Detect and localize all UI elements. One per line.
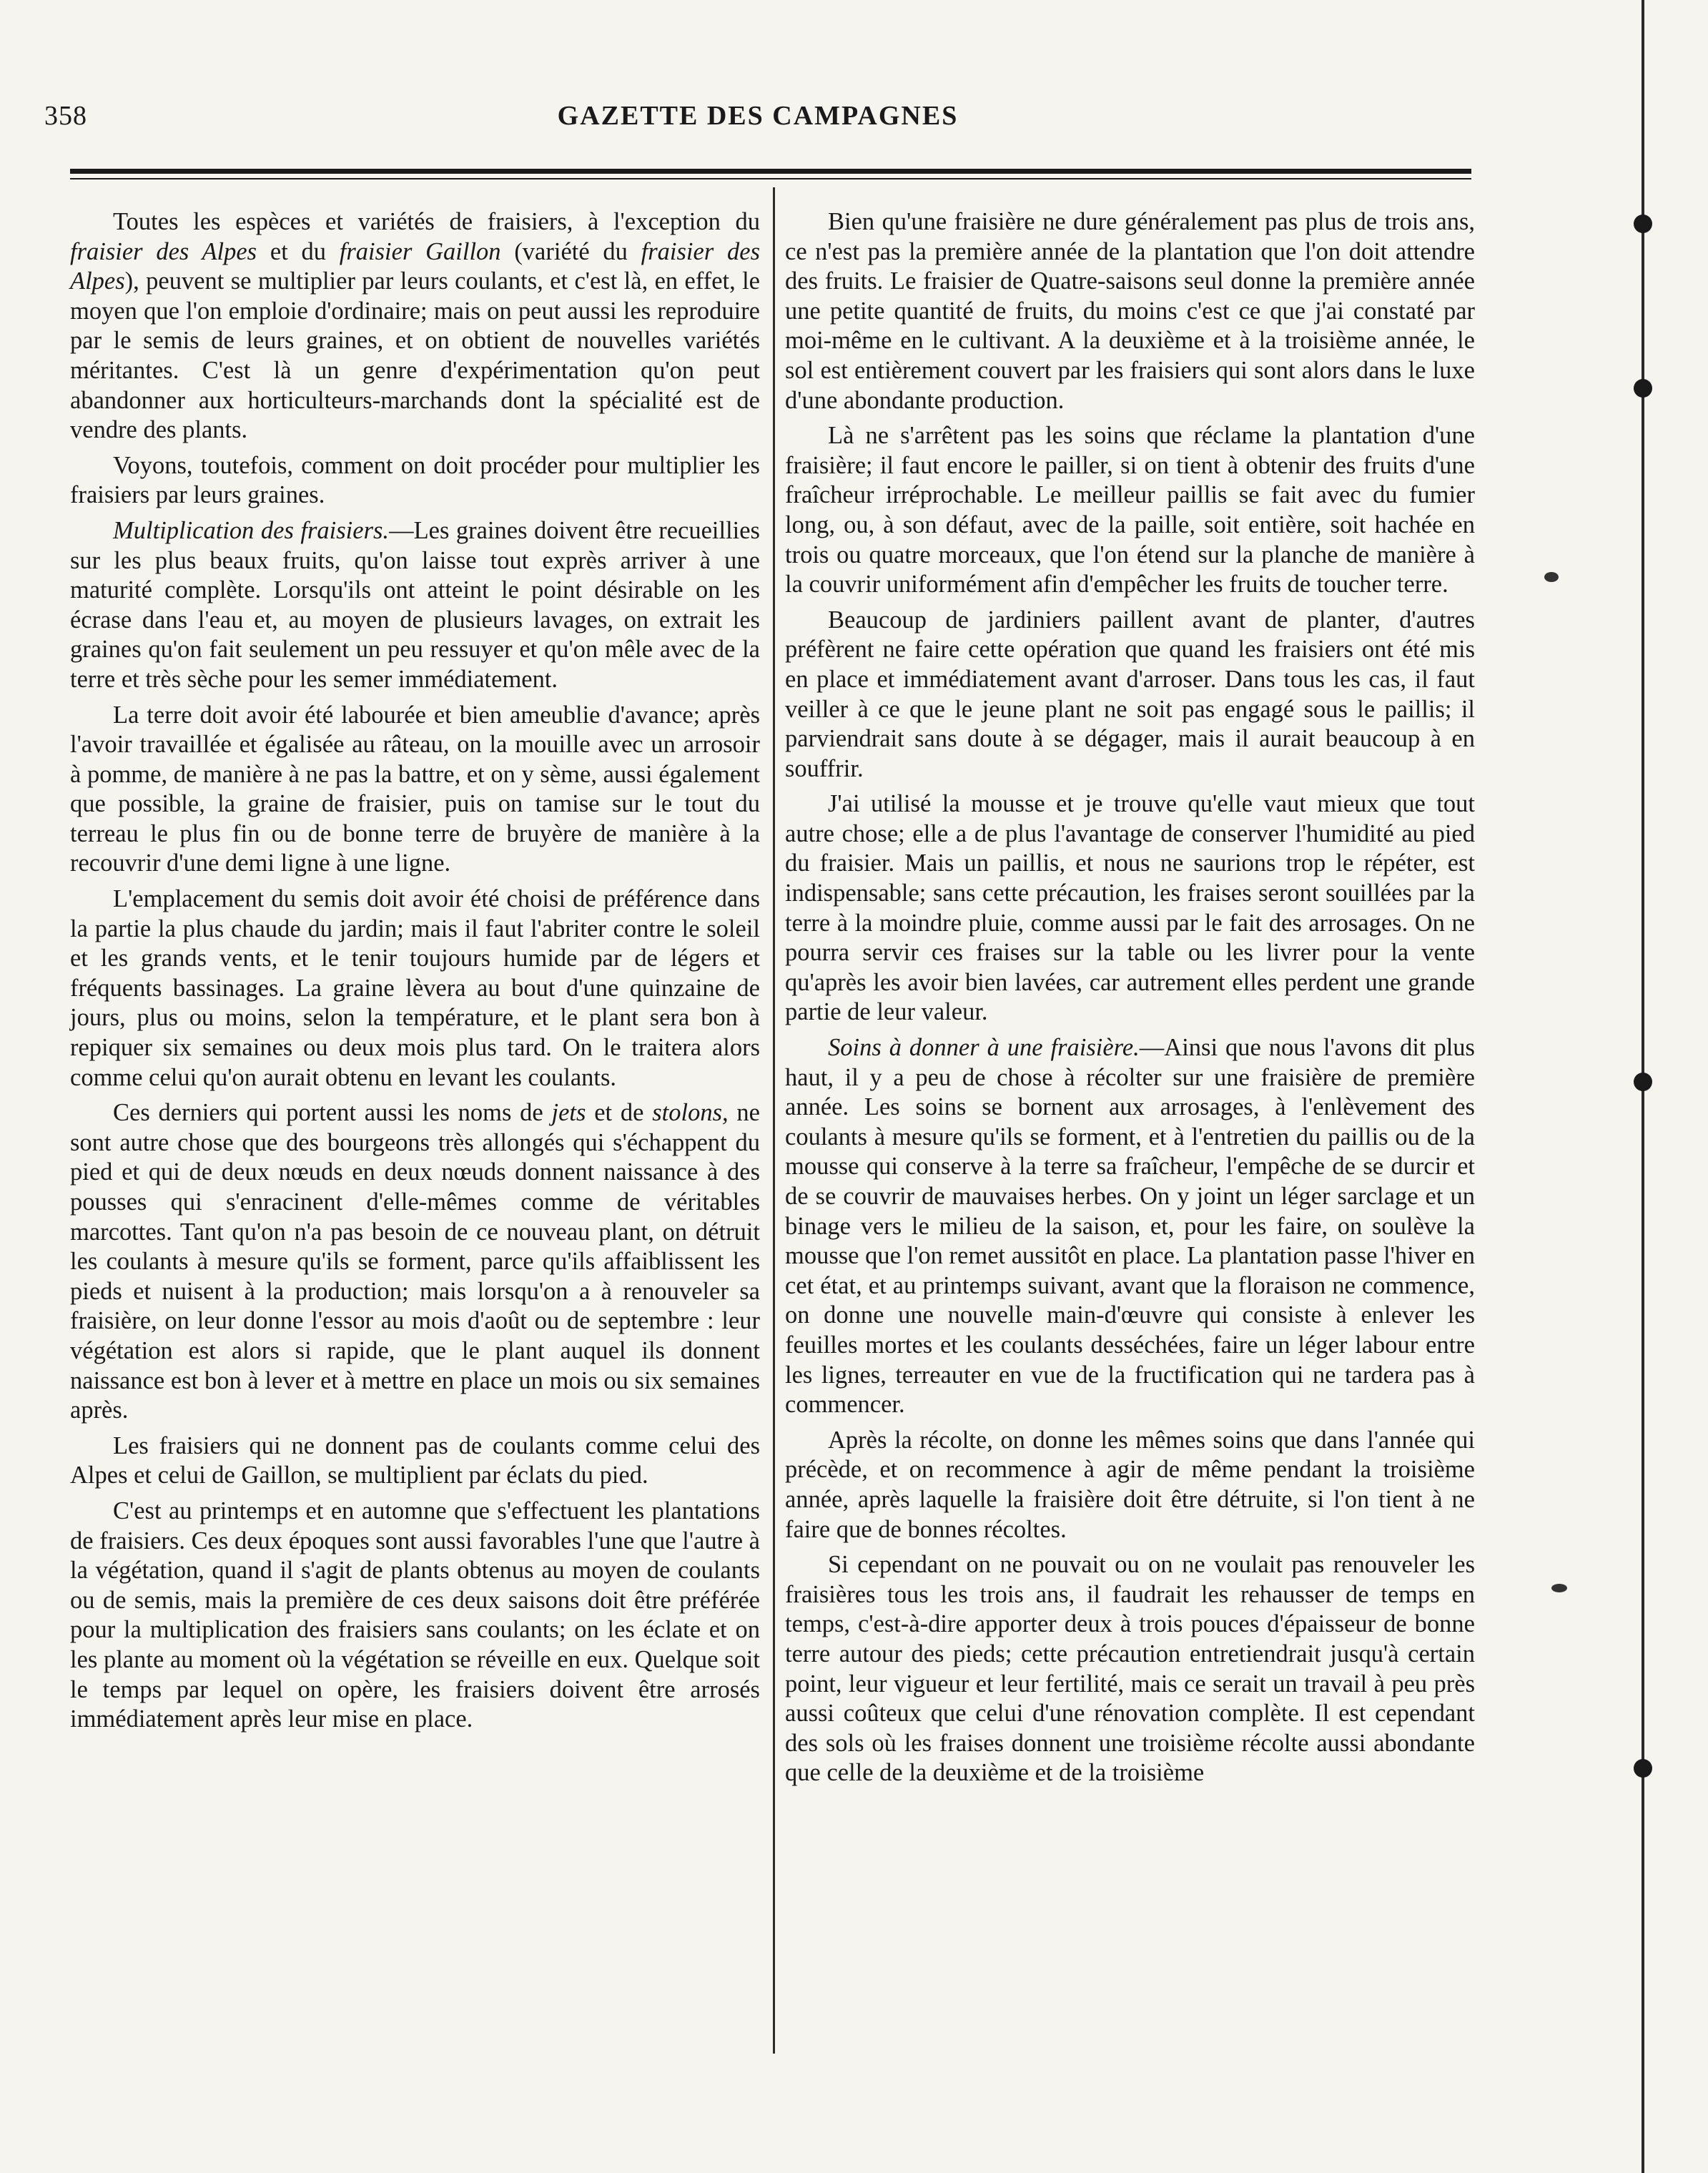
text-run: ne sont autre chose que des bourgeons très allongés qui s'échappent du pied et qui de deux nœuds en deux nœuds donnent naissance à des pousses qui s'enracinent d'elle-mêmes comme de véritables marcottes. Tant qu'on n'a pas besoin de ce nouveau plant, on détruit les coulants à mesure qu'ils se forment, parce qu'ils affaiblissent les pieds et nuisent à la production; mais lorsqu'on a à renouveler sa fraisière, on leur donne l'essor au mois d'août ou de septembre : leur végétation est alors si rapide, que le plant auquel ils donnent naissance est bon à lever et à mettre en place un mois ou six semaines après.: [70, 1099, 760, 1424]
text-run: Ces derniers qui portent aussi les noms de: [113, 1099, 552, 1127]
text-run: Là ne s'arrêtent pas les soins que réclame la plantation d'une fraisière; il faut encore le pailler, si on tient à obtenir des fruits d'une fraîcheur irréprochable. Le meilleur paillis se fait avec du fumier long, ou, à son défaut, avec de la paille, soit entière, soit hachée en trois ou quatre morceaux, que l'on étend sur la planche de manière à la couvrir uniformément afin d'empêcher les fruits de toucher terre.: [785, 422, 1475, 598]
binding-thread-mark: [1634, 1073, 1652, 1091]
paragraph: [70, 1497, 760, 1735]
text-run: Voyons, toutefois, comment on doit procéder pour multiplier les fraisiers par leurs graines.: [70, 451, 760, 509]
text-run: Toutes les espèces et variétés de fraisiers, à l'exception du: [113, 208, 760, 235]
text-run: Après la récolte, on donne les mêmes soins que dans l'année qui précède, et on recommence à agir de même pendant la troisième année, après laquelle la fraisière doit être détruite, si l'on tient à ne faire que de bonnes récoltes.: [785, 1426, 1475, 1543]
paragraph: [70, 885, 760, 1093]
paragraph: [70, 207, 760, 445]
italic-text: Multiplication des fraisiers.: [113, 516, 390, 544]
paper-speck: [1544, 572, 1559, 582]
text-run: et de: [586, 1099, 653, 1127]
paragraph: [785, 1426, 1475, 1544]
italic-text: fraisier des Alpes: [70, 237, 760, 295]
binding-thread-mark: [1634, 1759, 1652, 1778]
paragraph: [785, 789, 1475, 1028]
text-run: Beaucoup de jardiniers paillent avant de planter, d'autres préfèrent ne faire cette opération que quand les fraisiers ont été mis en place et immédiatement avant d'arroser. Dans tous les cas, il faut veiller à ce que le jeune plant ne soit pas engagé sous le paillis; il parviendrait sans doute à se dégager, mais il aurait beaucoup à en souffrir.: [785, 606, 1475, 782]
paragraph: [70, 516, 760, 695]
text-run: (variété du: [500, 237, 641, 265]
paper-speck: [1551, 1584, 1567, 1592]
paragraph: [70, 1432, 760, 1491]
paragraph: [785, 1550, 1475, 1788]
paragraph: [785, 1033, 1475, 1420]
paragraph: [785, 606, 1475, 784]
binding-thread-mark: [1634, 379, 1652, 398]
page-number: 358: [44, 101, 87, 131]
text-run: et du: [257, 237, 340, 265]
text-run: J'ai utilisé la mousse et je trouve qu'elle vaut mieux que tout autre chose; elle a de plus l'avantage de conserver l'humidité au pied du fraisier. Mais un paillis, et nous ne saurions trop le répéter, est indispensable; sans cette précaution, les fraises seront souillées par la terre à la moindre pluie, comme aussi par le fait des arrosages. On ne pourra servir ces fraises sur la table ou les livrer pour la vente qu'après les avoir bien lavées, car autrement elles perdent une grande partie de leur valeur.: [785, 790, 1475, 1026]
paragraph: [70, 1098, 760, 1426]
header-rule-thin: [70, 178, 1471, 179]
italic-text: fraisier des Alpes: [70, 237, 257, 265]
paragraph: [785, 421, 1475, 600]
paragraph: [70, 451, 760, 511]
header-rule-thick: [70, 169, 1471, 174]
text-run: La terre doit avoir été labourée et bien ameublie d'avance; après l'avoir travaillée et égalisée au râteau, on la mouille avec un arrosoir à pomme, de manière à ne pas la battre, et on y sème, aussi également que possible, la graine de fraisier, puis on tamise sur le tout du terreau le plus fin ou de bonne terre de bruyère de manière à la recouvrir d'une demi ligne à une ligne.: [70, 701, 760, 877]
italic-text: stolons,: [652, 1099, 729, 1127]
text-run: Si cependant on ne pouvait ou on ne voulait pas renouveler les fraisières tous les trois ans, il faudrait les rehausser de temps en temps, c'est-à-dire apporter deux à trois pouces d'épaisseur de bonne terre autour des pieds; cette précaution entretiendrait jusqu'à certain point, leur vigueur et leur fertilité, mais ce serait un travail à peu près aussi coûteux que celui d'une rénovation complète. Il est cependant des sols où les fraises donnent une troisième récolte aussi abondante que celle de la deuxième et de la troisième: [785, 1551, 1475, 1787]
right-column: [785, 207, 1475, 1794]
text-run: Les fraisiers qui ne donnent pas de coulants comme celui des Alpes et celui de Gaillon, se multiplient par éclats du pied.: [70, 1432, 760, 1489]
italic-text: Soins à donner à une fraisière.: [828, 1034, 1140, 1062]
italic-text: jets: [551, 1099, 586, 1127]
text-run: —Les graines doivent être recueillies sur les plus beaux fruits, qu'on laisse tout exprès arriver à une maturité complète. Lorsqu'ils ont atteint le point désirable on les écrase dans l'eau et, au moyen de plusieurs lavages, on extrait les graines qu'on fait seulement un peu ressuyer et qu'on mêle avec de la terre et très sèche pour les semer immédiatement.: [70, 516, 760, 693]
paragraph: [785, 207, 1475, 415]
text-run: Bien qu'une fraisière ne dure généralement pas plus de trois ans, ce n'est pas la première année de la plantation que l'on doit attendre des fruits. Le fraisier de Quatre-saisons seul donne la première année une petite quantité de fruits, du moins c'est ce que j'ai constaté par moi-même en le cultivant. A la deuxième et à la troisième année, le sol est entièrement couvert par les fraisiers qui sont alors dans le luxe d'une abondante production.: [785, 208, 1475, 414]
text-run: C'est au printemps et en automne que s'effectuent les plantations de fraisiers. Ces deux époques sont aussi favorables l'une que l'autre à la végétation, quand il s'agit de plants obtenus au moyen de coulants ou de semis, mais la première de ces deux saisons doit être préférée pour la multiplication des fraisiers sans coulants; on les éclate et on les plante au moment où la végétation se réveille en eux. Quelque soit le temps par lequel on opère, les fraisiers doivent être arrosés immédiatement après leur mise en place.: [70, 1497, 760, 1733]
column-divider: [773, 187, 775, 2054]
left-column: [70, 207, 760, 1740]
binding-thread-mark: [1634, 215, 1652, 233]
page-header: [44, 100, 1471, 143]
text-run: ), peuvent se multiplier par leurs coulants, et c'est là, en effet, le moyen que l'on emploie d'ordinaire; mais on peut aussi les reproduire par le semis de leurs graines, et on obtient de nouvelles variétés méritantes. C'est là un genre d'expérimentation qu'on peut abandonner aux horticulteurs-marchands dont la spécialité est de vendre des plants.: [70, 267, 760, 444]
text-run: L'emplacement du semis doit avoir été choisi de préférence dans la partie la plus chaude du jardin; mais il faut l'abriter contre le soleil et les grands vents, et le tenir toujours humide par de légers et fréquents bassinages. La graine lèvera au bout d'une quinzaine de jours, plus ou moins, selon la température, et le plant sera bon à repiquer six semaines ou deux mois plus tard. On le traitera alors comme celui qu'on aurait obtenu en levant les coulants.: [70, 885, 760, 1091]
text-run: —Ainsi que nous l'avons dit plus haut, il y a peu de chose à récolter sur une fraisière de première année. Les soins se bornent aux arrosages, à l'enlèvement des coulants à mesure qu'ils se forment, et à l'entretien du paillis ou de la mousse qui conserve à la terre sa fraîcheur, l'empêche de se durcir et de se couvrir de mauvaises herbes. On y joint un léger sarclage et un binage vers le milieu de la saison, et, pour les faire, on soulève la mousse que l'on remet aussitôt en place. La plantation passe l'hiver en cet état, et au printemps suivant, avant que la floraison ne commence, on donne une nouvelle main-d'œuvre qui consiste à enlever les feuilles mortes et les coulants desséchées, faire un léger labour entre les lignes, terreauter en vue de la fructification qui ne tardera pas à commencer.: [785, 1034, 1475, 1419]
paragraph: [70, 701, 760, 879]
italic-text: fraisier Gaillon: [339, 237, 501, 265]
journal-title: GAZETTE DES CAMPAGNES: [557, 101, 959, 131]
